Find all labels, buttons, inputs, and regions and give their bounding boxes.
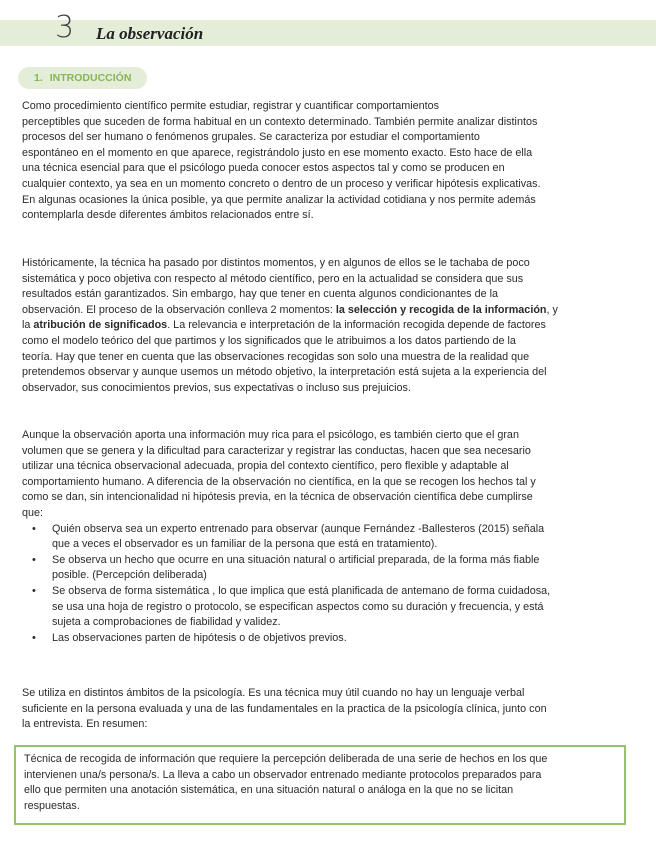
text-span: , y bbox=[546, 303, 558, 316]
text-line: pretendemos observar y aunque usemos un método objetivo, la interpretación está sujeta a la experiencia del bbox=[22, 366, 547, 379]
text-span: la bbox=[22, 319, 34, 332]
text-line: Técnica de recogida de información que requiere la percepción deliberada de una serie de hechos en los que bbox=[24, 753, 548, 765]
text-line: volumen que se genera y la dificultad para caracterizar y registrar las conductas, hacen que sea necesario bbox=[22, 444, 531, 457]
section-number: 1. bbox=[34, 72, 43, 84]
section-heading bbox=[18, 67, 147, 89]
paragraph-history bbox=[22, 256, 638, 396]
text-line bbox=[22, 318, 638, 334]
text-line: cualquier contexto, ya sea en un momento concreto o dentro de un proceso y verificar hipótesis explicativas. bbox=[22, 177, 541, 190]
text-line: suficiente en la persona evaluada y una de las fundamentales en la practica de la psicología clínica, junto con bbox=[22, 702, 547, 715]
bold-term-selection: la selección y recogida de la información bbox=[335, 303, 547, 316]
chapter-number: 3 bbox=[55, 10, 75, 45]
paragraph-intro bbox=[22, 99, 638, 224]
list-item bbox=[22, 553, 638, 584]
paragraph-usage bbox=[22, 686, 638, 733]
text-line: que: bbox=[22, 506, 44, 519]
text-line bbox=[22, 303, 638, 319]
text-line: que a veces el observador es un familiar de la persona que está en tratamiento). bbox=[52, 538, 438, 551]
text-line: espontáneo en el momento en que aparece, registrándolo justo en ese momento exacto. Esto hace de ella bbox=[22, 146, 533, 159]
text-line: • Se observa un hecho que ocurre en una situación natural o artificial preparada, de la forma más fiable bbox=[52, 553, 540, 566]
paragraph-requirements bbox=[22, 428, 638, 646]
text-line: • Quién observa sea un experto entrenado para observar (aunque Fernández -Ballesteros (2015) señala bbox=[52, 522, 545, 535]
text-line: intervienen una/s persona/s. La lleva a cabo un observador entrenado mediante protocolos preparados para bbox=[24, 768, 542, 781]
text-line: • Se observa de forma sistemática , lo que implica que está planificada de antemano de forma cuidadosa, bbox=[52, 584, 551, 597]
text-line: • Las observaciones parten de hipótesis o de objetivos previos. bbox=[52, 631, 347, 644]
text-line: comportamiento humano. A diferencia de la observación no científica, en la que se recogen los hechos tal y bbox=[22, 475, 536, 488]
section-title: INTRODUCCIÓN bbox=[49, 72, 132, 84]
text-line: posible. (Percepción deliberada) bbox=[52, 569, 207, 582]
text-line: contemplarla desde diferentes ámbitos relacionados entre sí. bbox=[22, 209, 314, 222]
text-line: perceptibles que suceden de forma habitual en un contexto determinado. También permite analizar distintos bbox=[22, 115, 538, 128]
text-line: la entrevista. En resumen: bbox=[22, 718, 148, 731]
list-item bbox=[22, 522, 638, 553]
text-line: ello que permiten una anotación sistemática, en una situación natural o análoga en la que no se licitan bbox=[24, 784, 514, 797]
text-line: resultados están garantizados. Sin embargo, hay que tener en cuenta algunos condicionantes de la bbox=[22, 288, 498, 301]
text-line: Se utiliza en distintos ámbitos de la psicología. Es una técnica muy útil cuando no hay un lenguaje verbal bbox=[22, 687, 525, 699]
text-line: observador, sus conocimientos previos, sus expectativas o incluso sus prejuicios. bbox=[22, 381, 411, 394]
chapter-title: La observación bbox=[96, 24, 204, 43]
text-line: sujeta a comprobaciones de fiabilidad y validez. bbox=[52, 616, 281, 629]
text-line: Históricamente, la técnica ha pasado por distintos momentos, y en algunos de ellos se le tachaba de poco bbox=[22, 257, 530, 269]
text-line: una técnica esencial para que el psicólogo pueda conocer estos aspectos tal y como se producen en bbox=[22, 162, 505, 175]
text-line: teoría. Hay que tener en cuenta que las observaciones recogidas son solo una muestra de la realidad que bbox=[22, 350, 530, 363]
text-line: respuestas. bbox=[24, 799, 80, 812]
text-line: sistemática y poco objetiva con respecto al método científico, pero en la actualidad se considera que sus bbox=[22, 272, 524, 285]
bold-term-attribution: atribución de significados bbox=[33, 319, 168, 332]
text-line: procesos del ser humano o fenómenos grupales. Se caracteriza por estudiar el comportamiento bbox=[22, 131, 480, 144]
text-line: Como procedimiento científico permite estudiar, registrar y cuantificar comportamientos bbox=[22, 100, 440, 112]
text-line: como se dan, sin intencionalidad ni hipótesis previa, en la técnica de observación científica debe cumplirse bbox=[22, 491, 533, 504]
requirements-list bbox=[22, 522, 638, 647]
text-line: como el modelo teórico del que partimos y los significados que le atribuimos a los datos partiendo de la bbox=[22, 334, 516, 347]
list-item bbox=[22, 631, 638, 647]
text-line: se usa una hoja de registro o protocolo, se especifican aspectos como su duración y frecuencia, y está bbox=[52, 600, 544, 613]
text-span: observación. El proceso de la observación conlleva 2 momentos: bbox=[22, 303, 336, 316]
text-line: Aunque la observación aporta una información muy rica para el psicólogo, es también cierto que el gran bbox=[22, 429, 519, 441]
text-span: . La relevancia e interpretación de la información recogida depende de factores bbox=[167, 319, 546, 332]
text-line: En algunas ocasiones la única posible, ya que permite analizar la actividad cotidiana y nos permite además bbox=[22, 193, 536, 206]
list-item bbox=[22, 584, 638, 631]
summary-box bbox=[14, 745, 626, 825]
text-line: utilizar una técnica observacional adecuada, propia del contexto científico, pero flexible y adaptable al bbox=[22, 460, 509, 473]
